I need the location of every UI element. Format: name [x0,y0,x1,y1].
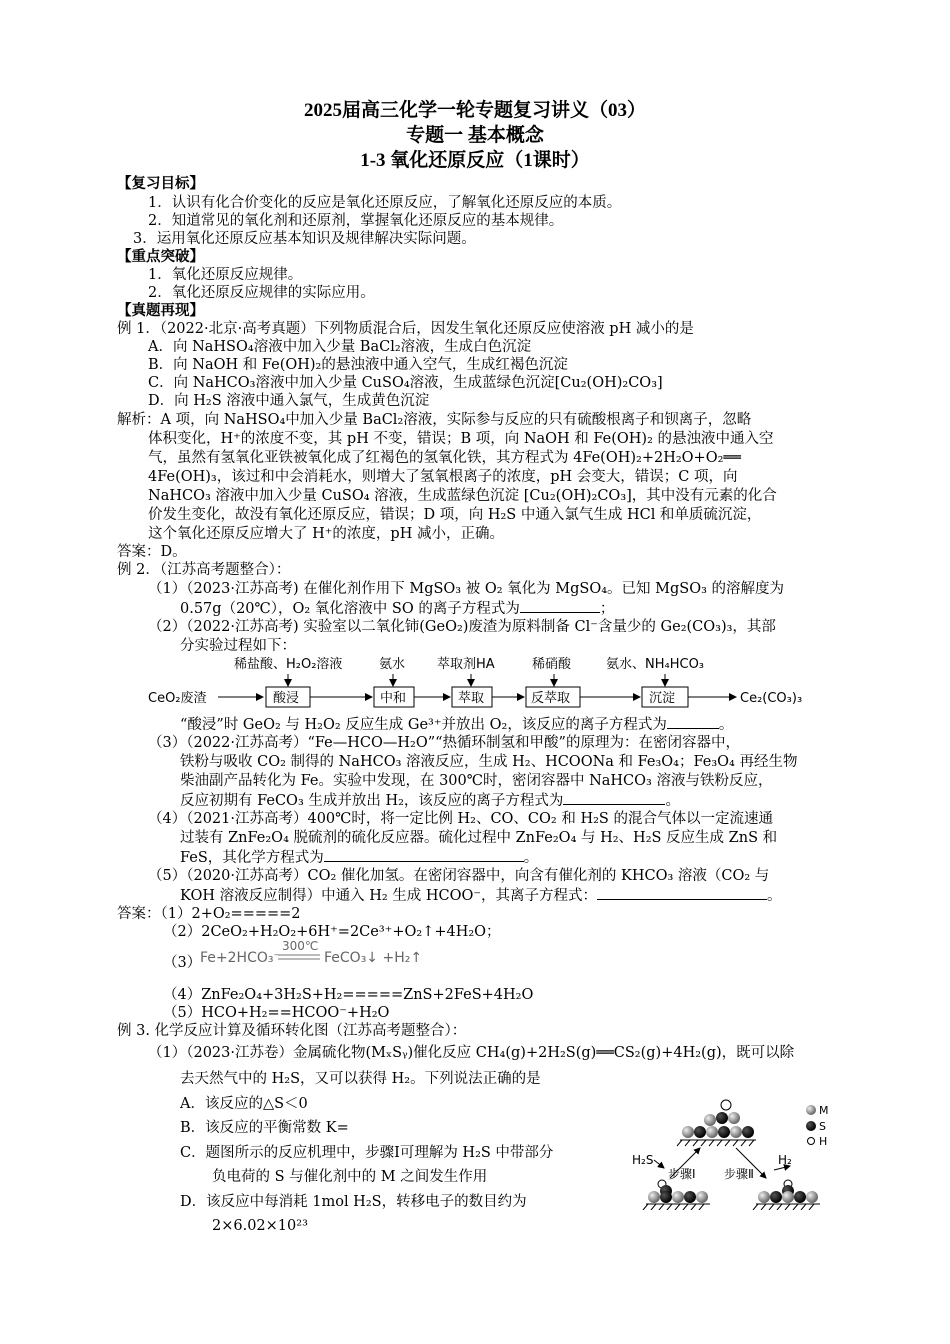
question-line: 反应初期有 FeCO₃ 生成并放出 H₂，该反应的离子方程式为 。 [180,790,680,811]
option-a: A．向 NaHSO₄溶液中加入少量 BaCl₂溶液，生成白色沉淀 [148,339,532,355]
reagent-label: 氨水 [379,657,406,672]
question-line: 去天然气中的 H₂S，又可以获得 H₂。下列说法正确的是 [180,1071,541,1087]
answer-line: （5）HCO+H₂==HCOO⁻+H₂O [163,1005,390,1021]
question-line: （5）（2020·江苏高考）CO₂ 催化加氢。在密闭容器中，向含有催化剂的 KHCO₃ 溶液（CO₂ 与 [148,868,770,884]
goals-heading: 【复习目标】 [117,175,204,192]
eq-condition: 300℃ [282,939,319,953]
h2s-label: H₂S [632,1153,654,1167]
eq-right: FeCO₃↓ +H₂↑ [324,950,423,966]
step-box: 萃取 [458,691,485,706]
answer-line: （4）ZnFe₂O₄+3H₂S+H₂=====ZnS+2FeS+4H₂O [163,987,534,1003]
step-box: 酸浸 [273,691,300,706]
analysis-line: 这个氧化还原反应增大了 H⁺的浓度，pH 减小，正确。 [148,526,504,542]
option-c: C．题图所示的反应机理中，步骤Ⅰ可理解为 H₂S 中带部分 [180,1145,554,1161]
question-line: （1）（2023·江苏卷）金属硫化物(MₓSᵧ)催化反应 CH₄(g)+2H₂S(g)══CS₂(g)+4H₂(g)，既可以除 [148,1045,795,1061]
question-line: 0.57g（20℃），O₂ 氧化溶液中 SO 的离子方程式为 ； [180,598,614,619]
analysis-line: 价发生变化，故没有氧化还原反应，错误；D 项，向 H₂S 中通入氯气生成 HCl 和单质硫沉淀， [148,507,762,523]
question-line: KOH 溶液反应制得）中通入 H₂ 生成 HCOO⁻，其离子方程式： 。 [180,885,782,906]
question-line: （4）（2021·江苏高考）400℃时，将一定比例 H₂、CO、CO₂ 和 H₂S 的混合气体以一定流速通 [148,811,773,827]
equation-figure [198,936,448,976]
example3-stem: 例 3. 化学反应计算及循环转化图（江苏高考题整合）： [117,1023,467,1039]
reagent-label: 稀硝酸 [532,657,572,672]
question-line: FeS，其化学方程式为 。 [180,847,538,868]
left-catalyst-surface [643,1180,710,1210]
goal-item: 3．运用氧化还原反应基本知识及规律解决实际问题。 [133,231,476,247]
goal-item: 2．知道常见的氧化剂和还原剂，掌握氧化还原反应的基本规律。 [148,213,564,229]
question-line: 分实验过程如下： [180,638,296,654]
option-d: D．该反应中每消耗 1mol H₂S，转移电子的数目约为 [180,1194,527,1210]
option-a: A．该反应的△S＜0 [180,1096,308,1112]
h2-label: H₂ [778,1153,792,1167]
question-line: “酸浸”时 GeO₂ 与 H₂O₂ 反应生成 Ge³⁺并放出 O₂，该反应的离子方程式为 。 [180,714,733,735]
analysis-line: 解析：A 项，向 NaHSO₄中加入少量 BaCl₂溶液，实际参与反应的只有硫酸根离子和钡离子，忽略 [117,412,752,428]
flow-start: CeO₂废渣 [148,691,207,706]
question-line: 过装有 ZnFe₂O₄ 脱硫剂的硫化反应器。硫化过程中 ZnFe₂O₄ 与 H₂、H₂S 反应生成 ZnS 和 [180,830,778,846]
step-box: 沉淀 [649,691,676,706]
right-catalyst-surface [753,1180,820,1210]
focus-heading: 【重点突破】 [117,248,204,265]
process-flow-diagram [146,652,806,718]
legend-m: M [819,1104,829,1117]
answer-line: （3） [163,955,202,971]
legend-s: S [819,1120,826,1133]
answer-line: 答案：D。 [117,544,187,560]
step1-label: 步骤Ⅰ [668,1167,696,1181]
topic-title: 专题一 基本概念 [406,125,544,146]
analysis-line: 4Fe(OH)₃，该过和中会消耗水，则增大了氢氧根离子的浓度，pH 会变大，错误；C 项，向 [148,469,738,485]
example2-stem: 例 2．（江苏高考题整合）： [117,562,291,578]
option-c: C．向 NaHCO₃溶液中加入少量 CuSO₄溶液，生成蓝绿色沉淀[Cu₂(OH)₂CO₃] [148,375,663,391]
example1-stem: 例 1．（2022·北京·高考真题）下列物质混合后，因发生氧化还原反应使溶液 pH 减小的是 [117,321,694,337]
focus-item: 2．氧化还原反应规律的实际应用。 [148,285,375,301]
question-line: 铁粉与吸收 CO₂ 制得的 NaHCO₃ 溶液反应，生成 H₂、HCOONa 和 Fe₃O₄；Fe₃O₄ 再经生物 [180,754,798,770]
option-c-cont: 负电荷的 S 与催化剂中的 M 之间发生作用 [212,1169,488,1185]
option-d-cont: 2×6.02×10²³ [212,1218,308,1234]
page-title: 2025届高三化学一轮专题复习讲义（03） [303,100,646,121]
answer-line: （2）2CeO₂+H₂O₂+6H⁺=2Ce³⁺+O₂↑+4H₂O； [163,924,501,940]
eq-left: Fe+2HCO₃⁻ [200,950,281,966]
legend-h: H [819,1135,828,1148]
answer-line: 答案：（1）2+O₂=====2 [117,906,301,922]
question-line: （3）（2022·江苏高考）“Fe—HCO—H₂O”“热循环制氢和甲酸”的原理为：在密闭容器中， [148,735,740,751]
focus-item: 1．氧化还原反应规律。 [148,267,303,283]
analysis-line: 气，虽然有氢氧化亚铁被氧化成了红褐色的氢氧化铁，其方程式为 4Fe(OH)₂+2H₂O+O₂══ [148,450,741,466]
option-d: D．向 H₂S 溶液中通入氯气，生成黄色沉淀 [148,393,430,409]
lesson-title: 1-3 氧化还原反应（1课时） [360,150,590,171]
analysis-line: NaHCO₃ 溶液中加入少量 CuSO₄ 溶液，生成蓝绿色沉淀 [Cu₂(OH)₂CO₃]，其中没有元素的化合 [148,488,777,504]
top-catalyst-surface [677,1100,756,1146]
option-b: B．该反应的平衡常数 K= [180,1120,349,1136]
reagent-label: 稀盐酸、H₂O₂溶液 [234,657,343,672]
flow-end: Ce₂(CO₃)₃ [740,691,803,706]
step2-label: 步骤Ⅱ [724,1167,754,1181]
catalyst-mechanism-figure [630,1098,840,1210]
question-line: 柴油副产品转化为 Fe。实验中发现，在 300℃时，密闭容器中 NaHCO₃ 溶液与铁粉反应， [180,773,773,789]
question-line: （2）（2022·江苏高考) 实验室以二氧化铈(GeO₂)废渣为原料制备 Cl⁻含量少的 Ge₂(CO₃)₃，其部 [148,619,776,635]
option-b: B．向 NaOH 和 Fe(OH)₂的悬浊液中通入空气，生成红褐色沉淀 [148,357,568,373]
exam-heading: 【真题再现】 [117,302,204,319]
goal-item: 1．认识有化合价变化的反应是氧化还原反应，了解氧化还原反应的本质。 [148,195,622,211]
step-box: 反萃取 [531,691,571,706]
reagent-label: 萃取剂HA [437,657,495,672]
reagent-label: 氨水、NH₄HCO₃ [606,657,705,672]
question-line: （1）（2023·江苏高考) 在催化剂作用下 MgSO₃ 被 O₂ 氧化为 MgSO₄。已知 MgSO₃ 的溶解度为 [148,581,785,597]
step-box: 中和 [380,691,407,706]
analysis-line: 体积变化，H⁺的浓度不变，其 pH 不变，错误；B 项，向 NaOH 和 Fe(OH)₂ 的悬浊液中通入空 [148,431,774,447]
